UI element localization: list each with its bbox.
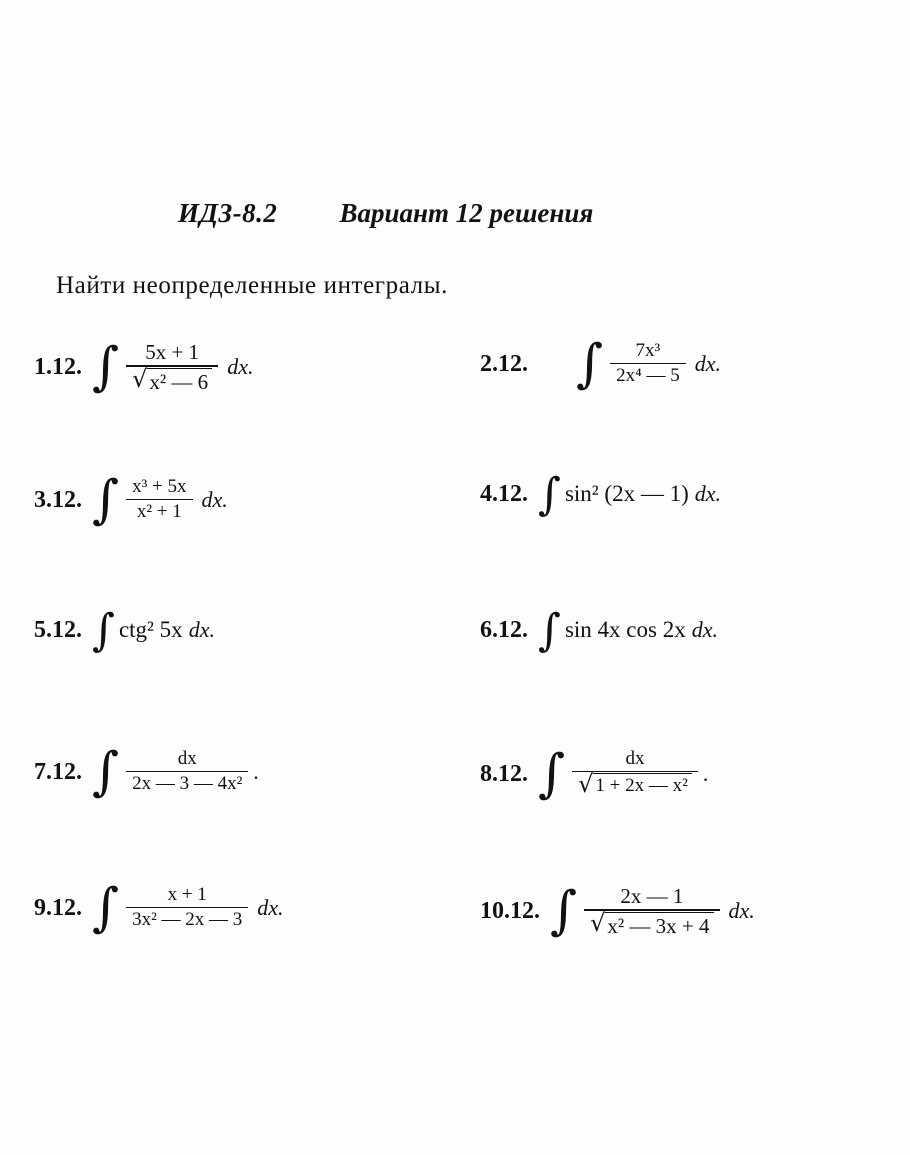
radicand: x² — 3x + 4	[605, 912, 713, 938]
problem-number: 3.12.	[34, 487, 82, 514]
radical	[590, 908, 713, 938]
problem-number: 1.12.	[34, 354, 82, 381]
fraction-numerator: x + 1	[167, 884, 207, 905]
fraction	[126, 340, 218, 394]
problem-7-12	[0, 741, 470, 802]
problem-number: 7.12.	[34, 759, 82, 786]
radicand: x² — 6	[147, 368, 212, 394]
fraction	[584, 884, 719, 938]
fraction-denominator: 2x⁴ — 5	[616, 365, 680, 387]
problem-expression	[92, 337, 254, 398]
fraction-numerator: x³ + 5x	[132, 476, 187, 497]
fraction-denominator: x² + 1	[136, 501, 182, 523]
integral-icon: ∫	[538, 743, 566, 804]
radical	[132, 364, 212, 394]
problem-number: 10.12.	[480, 898, 540, 925]
problem-expression	[92, 605, 215, 656]
integral-icon: ∫	[92, 605, 115, 656]
radicand: 1 + 2x — x²	[593, 773, 691, 797]
integral-icon: ∫	[92, 877, 120, 938]
problem-expression	[550, 881, 755, 942]
fraction-numerator: 5x + 1	[145, 340, 200, 364]
problem-number: 2.12.	[480, 351, 528, 378]
integral-icon: ∫	[550, 881, 578, 942]
fraction-numerator: 2x — 1	[620, 884, 684, 908]
integral-icon: ∫	[576, 333, 604, 394]
integral-icon: ∫	[538, 605, 561, 656]
differential: dx.	[201, 486, 228, 512]
fraction	[126, 884, 248, 931]
fraction	[610, 340, 686, 387]
instruction-text: Найти неопределенные интегралы.	[56, 272, 448, 299]
problem-number: 4.12.	[480, 481, 528, 508]
integral-icon: ∫	[92, 469, 120, 530]
fraction	[126, 476, 192, 523]
problem-expression	[92, 469, 228, 530]
problem-expression	[538, 743, 709, 804]
fraction-numerator: dx	[177, 748, 197, 769]
fraction-numerator: dx	[625, 748, 645, 769]
problem-10-12	[470, 881, 910, 942]
integral-icon: ∫	[92, 337, 120, 398]
differential: dx.	[728, 897, 755, 923]
trig-expression: sin² (2x — 1)	[564, 480, 689, 506]
fraction-denominator: 2x — 3 — 4x²	[132, 773, 243, 795]
problem-expression	[92, 877, 284, 938]
integral-icon: ∫	[92, 741, 120, 802]
problem-row	[0, 605, 910, 748]
radical-icon: √	[132, 364, 148, 393]
problem-3-12	[0, 469, 470, 530]
problem-row	[0, 877, 910, 1020]
fraction-denominator	[584, 908, 719, 938]
differential: dx.	[691, 616, 718, 642]
differential: dx.	[694, 480, 722, 506]
problem-9-12	[0, 877, 470, 938]
trig-expression: sin 4x cos 2x	[564, 616, 686, 642]
differential: dx.	[694, 350, 721, 376]
problem-expression	[538, 605, 718, 656]
problem-expression	[538, 469, 722, 520]
problem-expression	[576, 333, 721, 394]
problem-5-12	[0, 605, 470, 656]
assignment-code: ИДЗ-8.2	[178, 198, 278, 228]
differential: dx.	[227, 353, 254, 379]
document-header	[0, 198, 910, 229]
problem-8-12	[470, 743, 910, 804]
variant-label: Вариант 12 решения	[339, 198, 594, 228]
problem-row	[0, 333, 910, 476]
differential: dx.	[257, 894, 284, 920]
problem-row	[0, 469, 910, 612]
period: .	[253, 758, 259, 784]
problem-number: 6.12.	[480, 617, 528, 644]
problem-number: 8.12.	[480, 761, 528, 788]
problem-4-12	[470, 469, 910, 520]
problem-1-12	[0, 337, 470, 398]
differential: dx.	[188, 616, 215, 642]
problem-number: 5.12.	[34, 617, 82, 644]
fraction	[572, 748, 698, 799]
fraction-denominator	[126, 364, 218, 394]
fraction-numerator: 7x³	[635, 340, 661, 361]
problem-row	[0, 741, 910, 884]
integral-icon: ∫	[538, 469, 561, 520]
problem-number: 9.12.	[34, 895, 82, 922]
fraction-denominator	[572, 772, 698, 799]
problem-2-12	[470, 333, 910, 394]
radical	[578, 770, 692, 799]
fraction	[126, 748, 248, 795]
radical-icon: √	[578, 770, 594, 799]
trig-expression: ctg² 5x	[118, 616, 183, 642]
radical-icon: √	[590, 908, 606, 937]
problem-6-12	[470, 605, 910, 656]
period: .	[702, 760, 709, 786]
problem-expression	[92, 741, 259, 802]
fraction-denominator: 3x² — 2x — 3	[132, 909, 243, 931]
problem-grid	[0, 333, 910, 1020]
